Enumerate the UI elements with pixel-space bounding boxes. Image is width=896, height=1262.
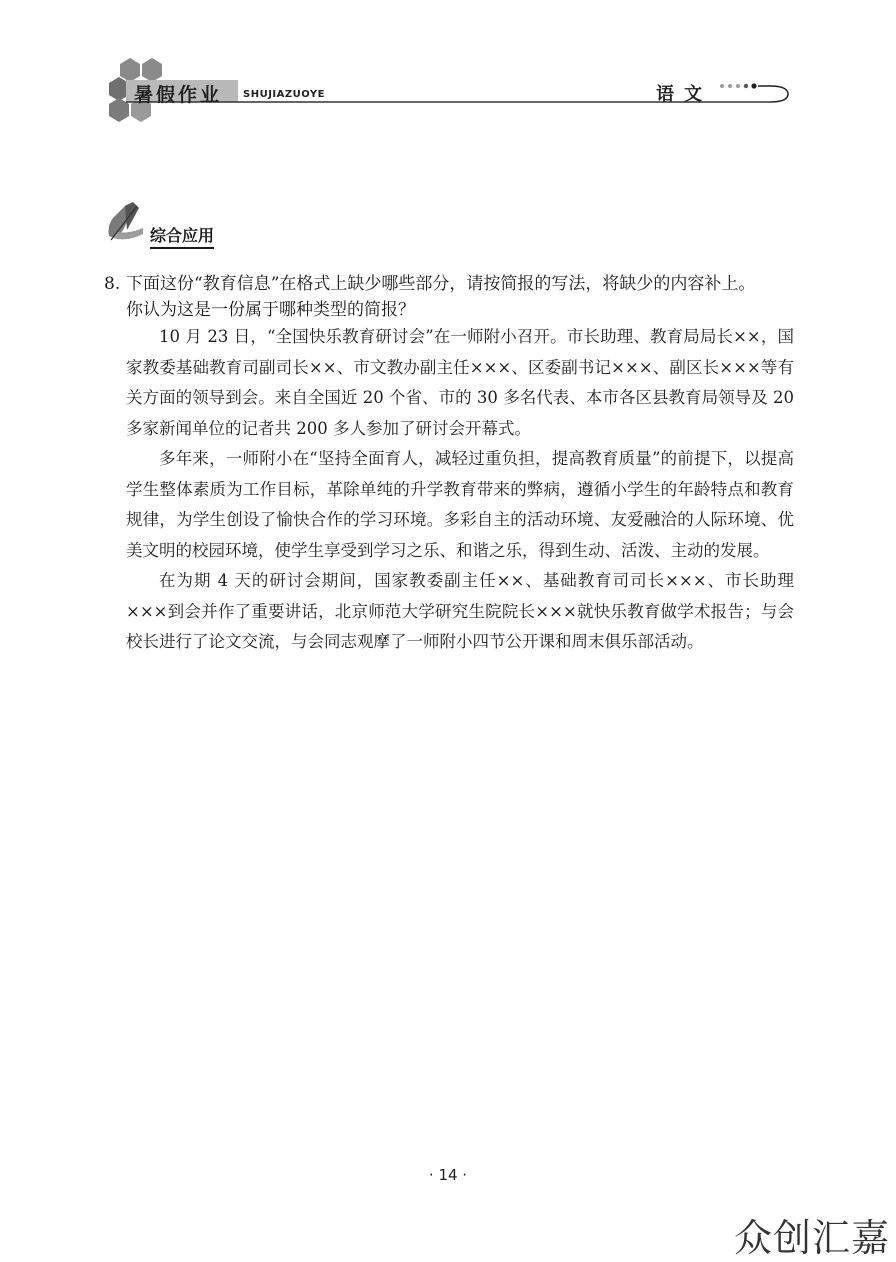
page-number: · 14 · (428, 1166, 468, 1184)
header-subtitle: SHUJIAZUOYE (243, 89, 325, 100)
scroll-quill-icon (103, 200, 147, 244)
passage-paragraph: 在为期 4 天的研讨会期间，国家教委副主任××、基础教育司司长×××、市长助理×××到会并作了重要讲话，北京师范大学研究生院院长×××就快乐教育做学术报告；与会校长进行了论文交流，与会同志观摩了一师附小四节公开课和周末俱乐部活动。 (126, 571, 794, 651)
question-text-line-1: 下面这份“教育信息”在格式上缺少哪些部分，请按简报的写法，将缺少的内容补上。 (126, 274, 756, 294)
section-title: 综合应用 (150, 223, 214, 249)
question-number: 8. (104, 274, 121, 294)
header-title: 暑假作业 (134, 84, 223, 106)
news-passage (126, 322, 794, 658)
page-header (0, 0, 896, 140)
passage-paragraph: 10 月 23 日，“全国快乐教育研讨会”在一师附小召开。市长助理、教育局局长××，国家教委基础教育司副司长××、市文教办副主任×××、区委副书记×××、副区长×××等有关方面的领导到会。来自全国近 20 个省、市的 30 多名代表、本市各区县教育局领导及 20 多家新闻单位的记者共 200 多人参加了研讨会开幕式。 (126, 327, 794, 438)
header-subject: 语文 (656, 84, 712, 105)
header-decoration (0, 0, 896, 140)
watermark: 众创汇嘉 (733, 1216, 890, 1260)
passage-paragraph: 多年来，一师附小在“坚持全面育人，减轻过重负担，提高教育质量”的前提下，以提高学生整体素质为工作目标，革除单纯的升学教育带来的弊病，遵循小学生的年龄特点和教育规律，为学生创设了愉快合作的学习环境。多彩自主的活动环境、友爱融洽的人际环境、优美文明的校园环境，使学生享受到学习之乐、和谐之乐，得到生动、活泼、主动的发展。 (126, 449, 794, 560)
question-text-line-2: 你认为这是一份属于哪种类型的简报？ (126, 300, 415, 320)
